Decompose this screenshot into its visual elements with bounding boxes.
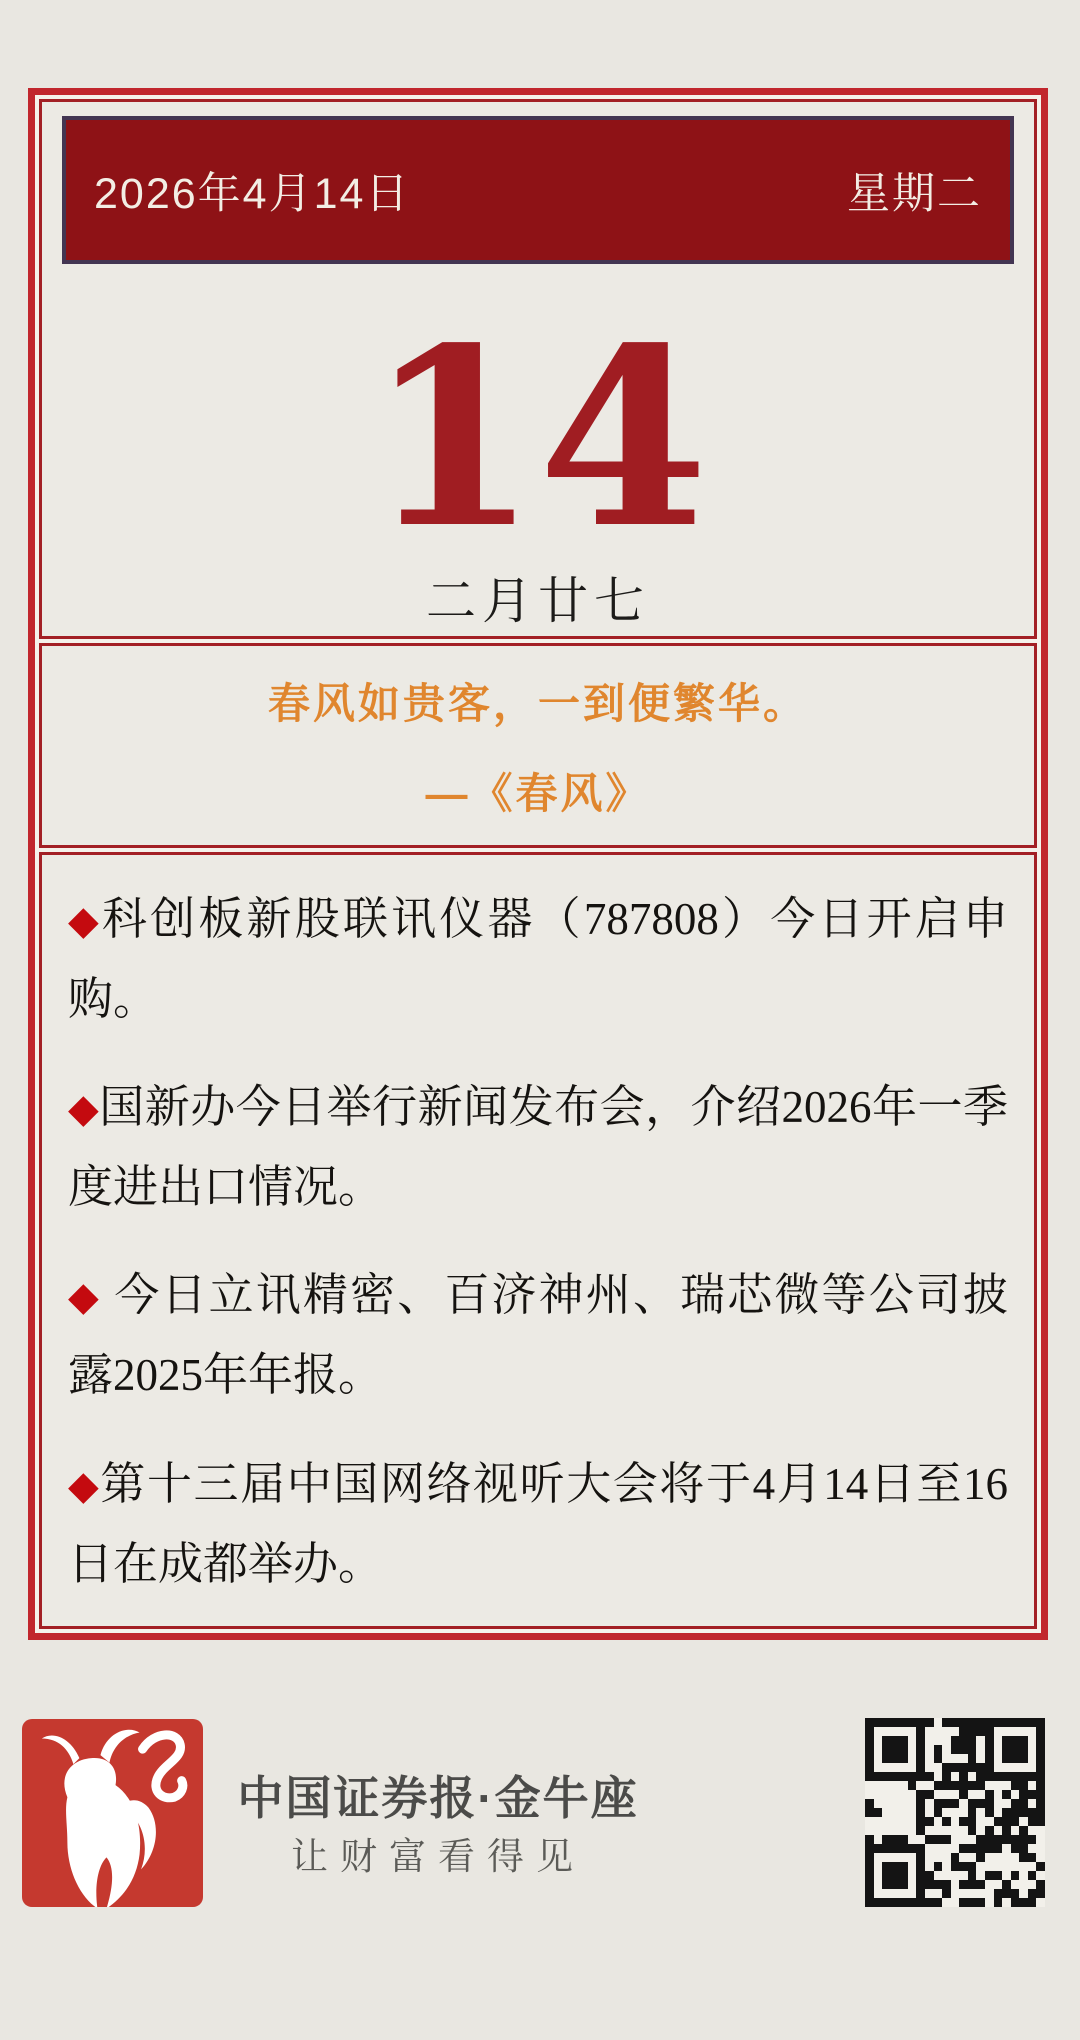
news-item: [68, 1255, 1008, 1415]
brand-slogan: 让财富看得见: [291, 1837, 585, 1878]
news-text: 第十三届中国网络视听大会将于4月14日至16日在成都举办。: [68, 1458, 1008, 1589]
diamond-bullet-icon: ◆: [68, 1462, 101, 1508]
quote-section: [39, 643, 1037, 848]
news-item: [68, 879, 1008, 1039]
news-text: 国新办今日举行新闻发布会，介绍2026年一季度进出口情况。: [68, 1082, 1008, 1213]
date-header-bar: [62, 116, 1014, 264]
news-item: [68, 1444, 1008, 1604]
brand-logo: [22, 1719, 203, 1907]
bull-icon: [22, 1719, 203, 1907]
weekday-text: 星期二: [847, 169, 982, 218]
diamond-bullet-icon: ◆: [68, 1086, 100, 1132]
quote-line-1: 春风如贵客，一到便繁华。: [267, 679, 808, 727]
brand-title: 中国证券报·金牛座: [237, 1772, 639, 1824]
lunar-date: 二月廿七: [426, 572, 650, 629]
calendar-card: [28, 88, 1048, 1640]
quote-source: —《春风》: [425, 769, 651, 817]
news-section: [39, 852, 1037, 1629]
diamond-bullet-icon: ◆: [68, 898, 102, 943]
qr-code: [865, 1718, 1045, 1907]
news-item: [68, 1067, 1008, 1227]
diamond-bullet-icon: ◆: [68, 1274, 101, 1320]
news-text: 今日立讯精密、百济神州、瑞芯微等公司披露2025年年报。: [68, 1270, 1008, 1401]
date-text: 2026年4月14日: [94, 169, 411, 218]
news-text: 科创板新股联讯仪器（787808）今日开启申购。: [68, 894, 1008, 1025]
day-number: 14: [367, 294, 709, 582]
date-section: [39, 99, 1037, 639]
